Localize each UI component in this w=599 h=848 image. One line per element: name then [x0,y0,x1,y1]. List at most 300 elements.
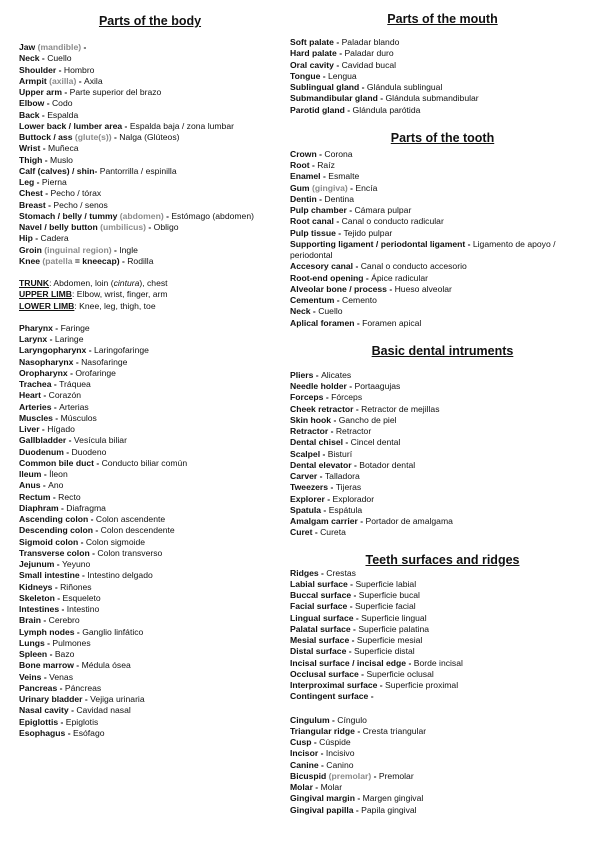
alt-term-text: (axilla) [46,75,77,86]
term-text: Diaphram - [19,502,67,513]
term-row [290,171,595,182]
term-text: Canine - [290,759,327,770]
translation-text: Cíngulo [337,714,367,725]
translation-text: Premolar [378,770,414,781]
translation-text: Canino [326,759,354,770]
translation-text: Intestino [66,604,100,614]
translation-text: Laringe [54,334,84,344]
translation-text: Glándula sublingual [366,82,443,92]
translation-text: Cadera [40,233,69,244]
term-row [19,177,281,188]
term-row [290,381,595,392]
translation-text: Bisturí [327,448,353,459]
translation-text: Colon sigmoide [85,536,146,547]
term-row [19,256,281,267]
translation-text: Conducto biliar común [101,457,188,468]
term-row [19,301,281,312]
translation-text: Cavidad bucal [341,59,397,70]
translation-text: Glándula parótida [352,104,421,115]
translation-text: Pantorrilla / espinilla [99,165,177,176]
organs-list [19,323,281,739]
surfaces-list [290,568,595,703]
translation-text: Dentina [324,193,354,204]
term-text: Gallbladder - [19,435,74,446]
term-row [19,76,281,87]
translation-text: Cemento [342,295,377,305]
alt-term-text: (premolar) [326,770,372,781]
term-text: Contingent surface - [290,691,374,702]
translation-text: Epiglotis [65,716,99,727]
term-row [19,705,281,716]
category-label: LOWER LIMB [19,300,75,311]
term-text: Bone marrow - [19,660,82,671]
term-text: Sublingual gland - [290,82,367,92]
term-text: Armpit [19,75,47,86]
term-text: Accesory canal - [290,261,361,272]
term-text: Skin hook - [290,414,339,425]
term-text: Crown - [290,148,325,159]
term-text: Molar - [290,782,321,792]
term-text: Nasopharynx - [19,356,82,367]
translation-text: Superficie labial [355,578,417,589]
term-row [290,93,595,104]
category-label: TRUNK [19,278,50,288]
term-text: Wrist - [19,143,48,154]
translation-text: Cuello [47,53,72,64]
term-row [19,435,281,446]
term-text: Dental chisel - [290,437,351,448]
translation-text: cintura [113,278,140,288]
term-row [290,228,595,239]
term-row [290,194,595,205]
translation-text: Esqueleto [62,592,101,603]
term-text: Pliers - [290,369,322,380]
term-text: Root canal - [290,216,342,227]
term-row [290,437,595,448]
term-row [290,71,595,82]
term-row [19,672,281,683]
term-row [19,582,281,593]
translation-text: Tráquea [59,379,91,389]
tooth-parts-list [290,149,595,329]
translation-text: Diafragma [66,502,106,513]
translation-text: Hígado [47,424,75,434]
term-text: Alveolar bone / process - [290,283,395,294]
term-text: Soft palate - [290,37,342,47]
term-text: Back - [19,109,48,120]
term-row [290,318,595,329]
alt-term-text: (abdomen) [117,210,164,221]
term-row [19,424,281,435]
term-text: Ridges - [290,567,327,578]
term-text: Buccal surface - [290,590,359,600]
translation-text: Pecho / senos [53,199,108,210]
limb-summary-list [19,278,281,312]
term-row [19,121,281,132]
term-row [19,132,281,143]
term-text: Gum [290,182,310,193]
term-text: - [81,42,87,52]
translation-text: Obligo [153,222,179,232]
term-text: Parotid gland - [290,104,353,115]
term-row [19,166,281,177]
term-text: - [111,132,120,142]
term-text: Buttock / ass [19,132,73,142]
translation-text: Superficie mesial [356,635,423,645]
translation-text: Duodeno [71,446,107,457]
term-text: Esophagus - [19,727,73,738]
translation-text: Nalga (Glúteos) [119,132,180,142]
translation-text: Orofaringe [75,367,116,378]
alt-term-text: (inguinal region) [41,244,112,255]
term-text: - [146,222,154,232]
translation-text: Hombro [63,64,95,75]
term-text: Urinary bladder - [19,694,91,704]
term-row [290,183,595,194]
translation-text: Margen gingival [362,793,424,804]
term-row [290,82,595,93]
translation-text: : Knee, leg, thigh, toe [74,300,156,311]
spacer [19,267,281,278]
translation-text: Cureta [320,527,346,538]
translation-text: Parte superior del brazo [69,87,162,97]
translation-text: Esófago [72,727,105,738]
translation-text: Retractor de mejillas [361,403,440,414]
term-text: = kneecap) - [72,255,128,266]
term-row [19,717,281,728]
term-row [19,492,281,503]
term-row [19,233,281,244]
translation-text: Colon descendente [100,525,175,536]
alt-term-text: (umbilicus) [97,222,147,232]
term-row [290,460,595,471]
translation-text: Ligamento de apoyo / periodontal [290,238,556,260]
translation-text: : Elbow, wrist, finger, arm [72,289,168,300]
term-row [290,691,595,702]
term-row [290,105,595,116]
term-row [290,590,595,601]
term-text: Breast - [19,199,54,210]
term-row [290,404,595,415]
term-text: Amalgam carrier - [290,516,366,526]
term-row [290,516,595,527]
body-parts-list [19,42,281,267]
term-row [290,805,595,816]
translation-text: Espalda baja / zona lumbar [129,120,234,131]
term-row [19,289,281,300]
term-row [19,245,281,256]
term-row [19,570,281,581]
term-text: Thigh - [19,154,51,165]
term-text: Interproximal surface - [290,680,386,690]
translation-text: Nasofaringe [81,356,128,367]
alt-term-text: (glute(s)) [72,132,112,142]
translation-text: Espalda [47,109,79,120]
term-row [290,306,595,317]
translation-text: Borde incisal [413,657,463,668]
translation-text: Superficie lingual [361,612,427,623]
term-row [290,426,595,437]
translation-text: Cerebro [48,615,80,626]
term-text: Palatal surface - [290,623,359,634]
translation-text: Canal o conducto accesorio [360,261,467,272]
translation-text: Explorador [332,493,375,504]
term-text: Heart - [19,390,49,401]
instruments-list [290,370,595,539]
translation-text: Yeyuno [61,559,91,569]
term-row [290,748,595,759]
term-row [19,345,281,356]
term-text: Arteries - [19,401,60,412]
translation-text: Talladora [324,471,360,481]
term-row [19,469,281,480]
term-row [290,295,595,306]
term-text: - [111,244,120,255]
term-text: Supporting ligament / periodontal ligament - [290,238,473,249]
term-text: Aplical foramen - [290,317,363,328]
term-row [19,155,281,166]
term-row [290,449,595,460]
term-text: Carver - [290,471,325,481]
translation-text: Vesícula biliar [73,435,127,446]
term-text: Nasal cavity - [19,705,77,716]
term-text: Oropharynx - [19,367,76,378]
translation-text: Cavidad nasal [76,705,131,716]
term-text: - [76,75,84,86]
term-text: Duodenum - [19,446,72,457]
term-text: Dentin - [290,193,325,204]
translation-text: Esmalte [328,171,360,182]
term-text: Cingulum - [290,714,338,725]
term-text: Distal surface - [290,646,354,657]
term-row [19,390,281,401]
term-text: Spleen - [19,649,55,659]
term-row [19,379,281,390]
term-text: Triangular ridge - [290,725,363,736]
translation-text: Paladar duro [344,48,394,59]
category-label: UPPER LIMB [19,289,72,300]
translation-text: Colon transverso [97,547,163,558]
alt-term-text: (mandible) [35,42,82,52]
translation-text: Ingle [119,244,138,255]
term-text: Liver - [19,424,48,434]
term-row [290,760,595,771]
translation-text: ), chest [139,278,168,288]
section-title-body: Parts of the body [98,14,202,28]
term-row [19,728,281,739]
translation-text: Superficie bucal [358,590,420,600]
term-row [290,205,595,216]
term-text: Hard palate - [290,48,345,59]
term-row [19,188,281,199]
term-text: Cusp - [290,737,320,747]
translation-text: Incisivo [325,748,355,759]
term-text: Tweezers - [290,482,336,493]
term-row [290,737,595,748]
term-row [19,402,281,413]
term-row [19,627,281,638]
term-text: Intestines - [19,604,67,614]
term-row [19,413,281,424]
translation-text: Superficie proximal [385,680,459,690]
term-text: Spatula - [290,504,329,515]
term-text: Trachea - [19,379,60,389]
term-text: Gingival margin - [290,793,363,804]
term-row [290,60,595,71]
translation-text: Encía [355,182,378,193]
term-text: Dental elevator - [290,459,360,470]
term-row [290,505,595,516]
translation-text: Ganglio linfático [82,626,144,637]
term-text: Stomach / belly / tummy [19,210,118,221]
term-row [290,239,595,262]
term-text: Lymph nodes - [19,626,83,637]
translation-text: Médula ósea [81,660,131,671]
translation-text: Muñeca [47,143,79,154]
term-text: Submandibular gland - [290,93,386,104]
translation-text: Laringofaringe [93,345,149,356]
translation-text: Canal o conducto radicular [341,216,444,227]
term-text: Cheek retractor - [290,403,362,414]
term-row [290,715,595,726]
term-row [290,646,595,657]
term-row [19,548,281,559]
term-text: - [371,770,379,781]
term-row [19,649,281,660]
translation-text: Superficie facial [354,601,416,612]
term-text: Laryngopharynx - [19,345,94,356]
term-text: Curet - [290,527,321,538]
term-row [290,635,595,646]
alt-term-text: (gingiva) [309,182,348,193]
term-row [290,771,595,782]
term-text: Jejunum - [19,559,62,569]
translation-text: Intestino delgado [87,570,153,581]
term-text: Facial surface - [290,601,355,612]
term-text: Calf (calves) / shin- [19,165,100,176]
term-row [290,624,595,635]
term-text: Oral cavity - [290,59,342,70]
term-row [19,200,281,211]
term-text: Labial surface - [290,578,356,589]
mouth-parts-list [290,37,595,116]
translation-text: Cúspide [319,737,351,747]
term-text: Forceps - [290,392,332,403]
term-text: Cementum - [290,295,343,305]
term-row [290,471,595,482]
term-row [19,694,281,705]
term-row [19,447,281,458]
term-text: Tongue - [290,70,329,81]
term-row [290,658,595,669]
translation-text: Espátula [328,504,363,515]
term-row [19,525,281,536]
term-text: Root - [290,160,318,170]
term-row [290,415,595,426]
translation-text: Papila gingival [361,804,417,815]
translation-text: Ápice radicular [371,272,428,283]
spacer [19,312,281,323]
term-row [290,793,595,804]
translation-text: Cincel dental [350,437,401,448]
translation-text: : Abdomen, loin ( [49,278,114,288]
term-row [290,680,595,691]
section-title-tooth: Parts of the tooth [390,130,495,145]
term-row [19,514,281,525]
translation-text: Portador de amalgama [365,516,453,526]
term-row [19,683,281,694]
translation-text: Retractor [335,426,372,436]
term-row [290,613,595,624]
translation-text: Pecho / tórax [50,188,102,199]
term-row [19,334,281,345]
term-row [19,65,281,76]
term-row [290,370,595,381]
term-row [19,480,281,491]
term-row [19,87,281,98]
translation-text: Arterias [59,401,89,412]
translation-text: Faringe [60,322,90,333]
term-text: Shoulder - [19,64,64,75]
term-text: Needle holder - [290,381,355,391]
term-text: Neck - [290,306,319,317]
translation-text: Tijeras [335,482,362,493]
section-title-instruments: Basic dental intruments [371,343,514,358]
term-row [19,110,281,121]
section-title-mouth: Parts of the mouth [387,12,498,26]
term-text: Ileum - [19,469,50,479]
term-row [19,357,281,368]
term-row [19,278,281,289]
term-text: Rectum - [19,491,59,502]
term-text: Descending colon - [19,525,101,536]
term-text: Occlusal surface - [290,668,367,679]
translation-text: Lengua [328,70,357,81]
term-row [19,503,281,514]
translation-text: Paladar blando [341,37,400,47]
translation-text: Corona [324,148,353,159]
term-text: Pharynx - [19,322,61,333]
term-text: Kidneys - [19,581,61,592]
term-text: Elbow - [19,98,52,109]
term-text: Upper arm - [19,87,70,97]
translation-text: Rodilla [127,255,154,266]
term-text: Mesial surface - [290,635,357,645]
right-column [290,11,595,816]
term-text: Epiglottis - [19,716,66,727]
term-row [290,494,595,505]
translation-text: Pierna [41,177,67,187]
term-text: Incisal surface / incisal edge - [290,657,414,668]
translation-text: Cámara pulpar [354,205,412,215]
term-row [19,660,281,671]
translation-text: Molar [320,782,343,792]
translation-text: Glándula submandibular [385,93,479,104]
term-text: Chest - [19,188,51,199]
term-row [290,527,595,538]
translation-text: Botador dental [359,459,416,470]
term-row [19,42,281,53]
term-row [19,615,281,626]
translation-text: Recto [58,491,81,502]
translation-text: Axila [83,75,103,86]
spacer [290,703,595,715]
term-text: - [347,182,356,193]
term-text: Navel / belly button [19,222,98,232]
translation-text: Portaagujas [354,381,401,391]
translation-text: Fórceps [331,392,363,403]
term-text: Bicuspid [290,770,327,781]
